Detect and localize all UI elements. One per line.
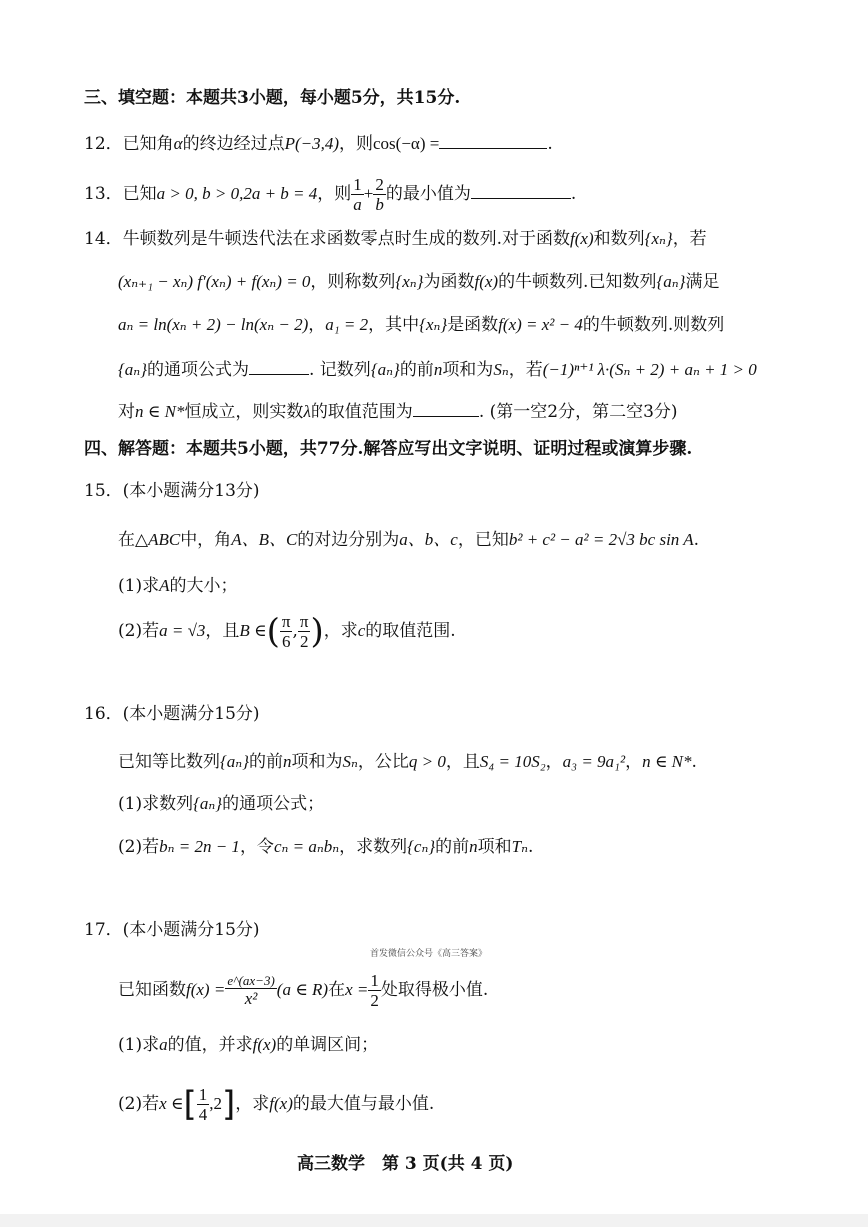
answer-blank	[439, 147, 547, 149]
right-bracket: ]	[222, 1084, 236, 1125]
question-17-stem: 已知函数f(x) = $\frac{e\^{}(ax-3)}{\text{x²}}$ (a ∈ R)在x = $\frac{1}{2}$ 处取得极小值.	[118, 971, 489, 1010]
answer-blank	[413, 415, 479, 417]
question-16-part-1: (1)求数列{aₙ}的通项公式；	[118, 794, 325, 814]
question-13: 13．已知a > 0, b > 0,2a + b = 4，则 $\frac{1}{a}$ + $\frac{2}{b}$ 的最小值为 .	[84, 175, 577, 214]
question-number: 12．	[84, 134, 123, 154]
question-12: 12．已知角α的终边经过点P(−3,4)，则cos(−α) = .	[84, 134, 553, 154]
question-14-line-2: (xₙ₊₁ − xₙ) f′(xₙ) + f(xₙ) = 0，则称数列{xₙ}为函数f(x)的牛顿数列.已知数列{aₙ}满足	[118, 272, 720, 292]
question-14-line-4: {aₙ}的通项公式为 . 记数列{aₙ}的前n项和为Sₙ，若(−1)ⁿ⁺¹ λ·(Sₙ + 2) + aₙ + 1 > 0	[118, 360, 757, 380]
question-16-part-2: (2)若bₙ = 2n − 1，令cₙ = aₙbₙ，求数列{cₙ}的前n项和Tₙ.	[118, 837, 534, 857]
question-14-line-1: 14．牛顿数列是牛顿迭代法在求函数零点时生成的数列.对于函数f(x)和数列{xₙ}，若	[84, 229, 707, 249]
section-3-heading: 三、填空题：本题共3小题，每小题5分，共15分.	[84, 88, 461, 108]
answer-blank	[249, 373, 309, 375]
section-4-heading: 四、解答题：本题共5小题，共77分.解答应写出文字说明、证明过程或演算步骤.	[84, 439, 693, 459]
question-number: 13．	[84, 184, 123, 204]
fraction-exponential-over-x-squared: $\frac{e\^{}(ax-3)}{\text{x²}}$	[227, 973, 275, 1008]
fraction-pi-over-2: $\frac{\pi}{2}$	[299, 612, 309, 651]
page-footer: 高三数学 第 3 页(共 4 页)	[297, 1154, 514, 1174]
left-bracket: [	[183, 1084, 197, 1125]
question-14-line-3: aₙ = ln(xₙ + 2) − ln(xₙ − 2)，a₁ = 2，其中{xₙ}是函数f(x) = x² − 4的牛顿数列.则数列	[118, 315, 725, 335]
watermark-text: 首发微信公众号《高三答案》	[370, 949, 488, 959]
question-15-part-1: (1)求A的大小；	[118, 576, 238, 596]
answer-blank	[471, 197, 571, 199]
fraction-1-over-a: $\frac{1}{a}$	[353, 175, 362, 214]
question-number: 14．	[84, 229, 123, 249]
fraction-one-quarter: $\frac{1}{4}$	[198, 1085, 208, 1124]
question-16-title: 16．(本小题满分15分)	[84, 704, 260, 724]
right-paren: )	[310, 611, 324, 652]
question-15-stem: 在△ABC中，角A、B、C的对边分别为a、b、c，已知b² + c² − a² = 2√3 bc sin A.	[118, 530, 700, 550]
question-15-part-2: (2)若a = √3，且B ∈( $\frac{\pi}{6}$ , $\frac{\pi}{2}$ )，求c的取值范围.	[118, 611, 456, 652]
page-bottom-edge	[0, 1214, 868, 1227]
fraction-pi-over-6: $\frac{\pi}{6}$	[281, 612, 291, 651]
left-paren: (	[266, 611, 280, 652]
question-17-title: 17．(本小题满分15分)	[84, 920, 260, 940]
question-14-line-5: 对n ∈ N*恒成立，则实数λ的取值范围为 . (第一空2分，第二空3分)	[118, 402, 678, 422]
question-15-title: 15．(本小题满分13分)	[84, 481, 260, 501]
question-17-part-1: (1)求a的值，并求f(x)的单调区间；	[118, 1035, 379, 1055]
fraction-one-half: $\frac{1}{2}$	[370, 971, 379, 1010]
fraction-2-over-b: $\frac{2}{b}$	[375, 175, 384, 214]
question-16-stem: 已知等比数列{aₙ}的前n项和为Sₙ，公比q > 0，且S₄ = 10S₂，a₃ = 9a₁²，n ∈ N*.	[118, 752, 697, 772]
question-17-part-2: (2)若x ∈[ $\frac{1}{4}$ ,2]，求f(x)的最大值与最小值.	[118, 1084, 435, 1125]
